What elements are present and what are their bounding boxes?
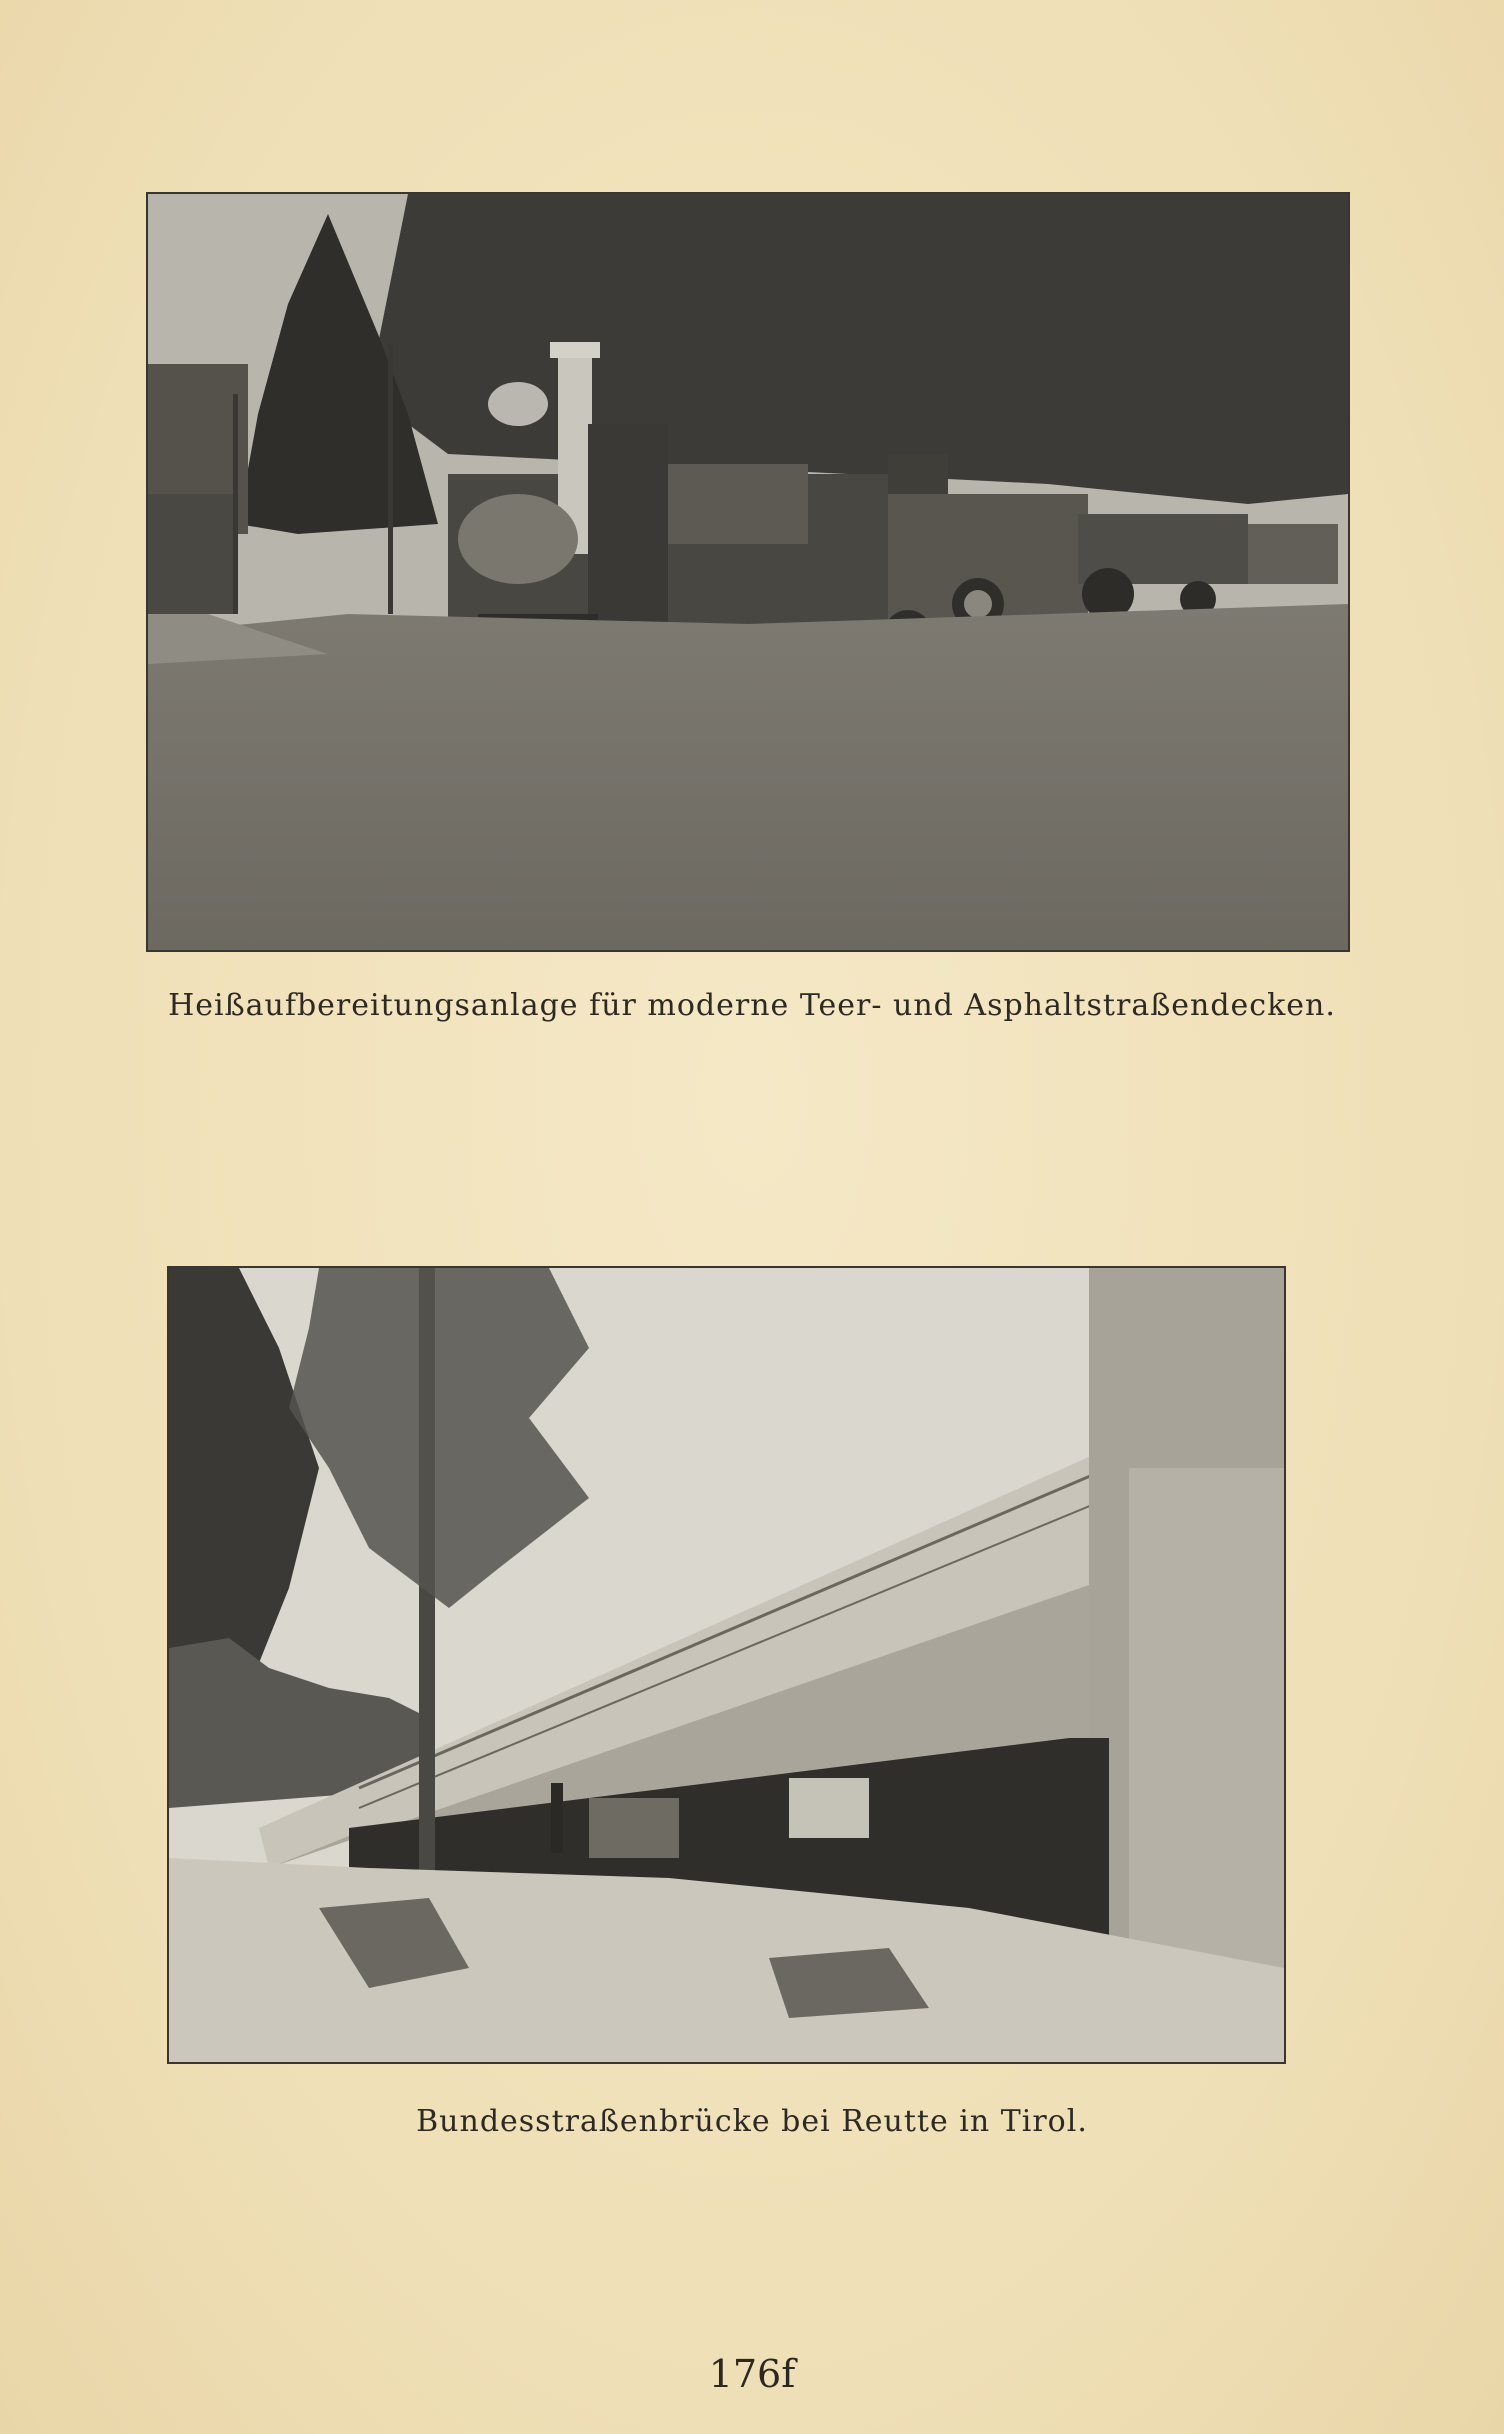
figure-caption-1: Heißaufbereitungsanlage für moderne Teer- und Asphaltstraßendecken. bbox=[168, 988, 1336, 1023]
hot-mix-plant-photo bbox=[146, 192, 1350, 952]
figure-caption-2: Bundesstraßenbrücke bei Reutte in Tirol. bbox=[416, 2104, 1088, 2139]
bridge-photo bbox=[167, 1266, 1286, 2064]
page-number: 176f bbox=[708, 2352, 796, 2396]
